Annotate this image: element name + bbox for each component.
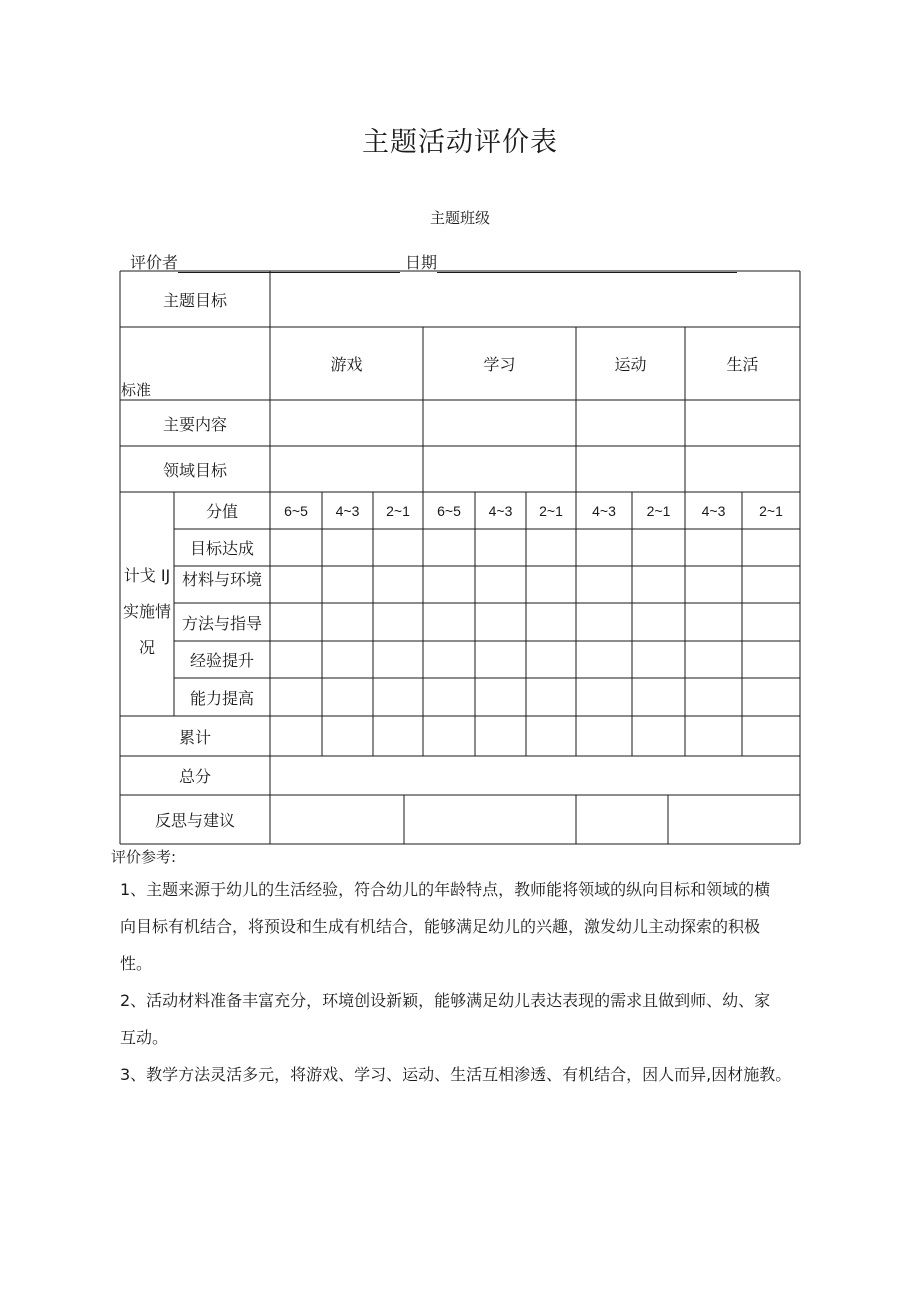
category-game: 游戏 (330, 355, 363, 374)
standard-label: 标准 (121, 380, 152, 399)
note-item-2 (120, 982, 825, 1056)
score-value: 4~3 (488, 502, 513, 519)
score-value: 2~1 (539, 502, 563, 519)
note-line: 向目标有机结合，将预设和生成有机结合，能够满足幼儿的兴趣，激发幼儿主动探索的积极 (120, 917, 761, 936)
category-sport: 运动 (614, 355, 647, 374)
date-field (405, 250, 737, 273)
note-line: 性。 (120, 954, 153, 973)
score-label: 分值 (205, 502, 238, 521)
criterion-experience: 经验提升 (189, 651, 254, 670)
note-line: 3、教学方法灵活多元，将游戏、学习、运动、生活互相渗透、有机结合，因人而异,因材施教。 (120, 1065, 792, 1084)
note-line: 2、活动材料准备丰富充分，环境创设新颖，能够满足幼儿表达表现的需求且做到师、幼、家 (120, 991, 771, 1010)
note-item-1 (120, 871, 825, 982)
main-content-label: 主要内容 (162, 414, 227, 434)
date-blank[interactable] (437, 255, 737, 273)
criterion-method-guidance: 方法与指导 (181, 613, 262, 633)
note-item-3 (120, 1056, 840, 1093)
section-label-line2: 实施情 (122, 601, 171, 621)
score-value: 6~5 (437, 502, 461, 519)
reflection-label: 反思与建议 (154, 811, 235, 830)
score-value: 2~1 (759, 502, 783, 519)
criterion-materials-environment: 材料与环境 (181, 569, 262, 589)
note-line: 1、主题来源于幼儿的生活经验，符合幼儿的年龄特点，教师能将领域的纵向目标和领域的横 (120, 880, 771, 899)
date-label: 日期 (405, 253, 438, 272)
theme-goal-label: 主题目标 (162, 290, 227, 310)
category-study: 学习 (483, 355, 516, 374)
category-life: 生活 (726, 355, 759, 374)
score-value: 2~1 (646, 502, 671, 519)
notes-heading: 评价参考: (111, 848, 177, 866)
subtitle-theme-class: 主题班级 (429, 209, 490, 227)
score-value: 4~3 (335, 502, 360, 519)
note-line: 互动。 (120, 1028, 169, 1047)
evaluator-field (130, 250, 400, 273)
score-value: 6~5 (284, 502, 308, 519)
criterion-ability: 能力提高 (189, 688, 254, 708)
score-value: 4~3 (592, 502, 616, 519)
score-value: 2~1 (386, 502, 410, 519)
page-title: 主题活动评价表 (362, 127, 558, 158)
evaluator-label: 评价者 (130, 253, 179, 272)
criterion-goal-achievement: 目标达成 (189, 539, 254, 558)
domain-goal-label: 领域目标 (162, 460, 227, 480)
total-label: 总分 (178, 767, 211, 786)
section-label-line3: 况 (138, 637, 155, 657)
score-value: 4~3 (701, 502, 726, 519)
section-label-line1: 计戈 IJ (123, 565, 171, 585)
cumulative-label: 累计 (178, 727, 211, 747)
